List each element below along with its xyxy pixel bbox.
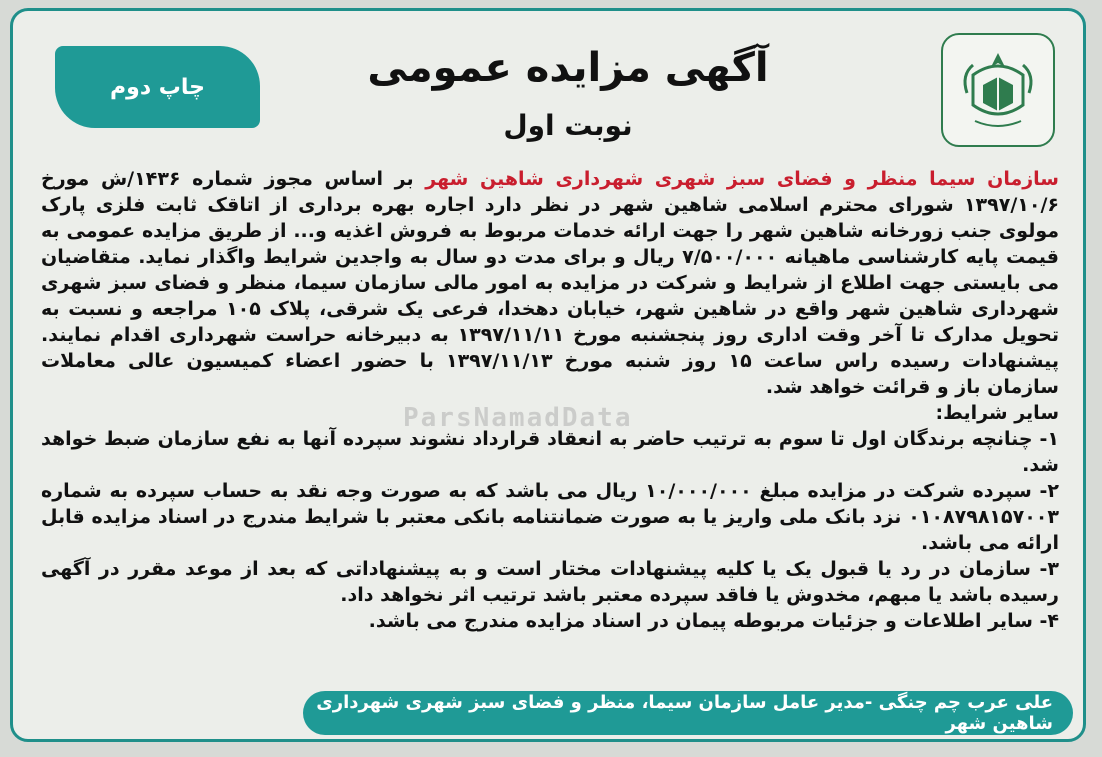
notice-body	[41, 166, 1059, 634]
condition-item: ۲- سپرده شرکت در مزایده مبلغ ۱۰/۰۰۰/۰۰۰ ریال می باشد که به صورت وجه نقد به حساب سپرده به شماره ۰۱۰۸۷۹۸۱۵۷۰۰۳ نزد بانک ملی واریز یا به صورت ضمانتنامه بانکی معتبر با شرایط مندرج در اسناد مزایده قابل ارائه می باشد.	[41, 480, 1059, 554]
paragraph-text: بر اساس مجوز شماره ۱۴۳۶/ش مورخ ۱۳۹۷/۱۰/۶ شورای محترم اسلامی شاهین شهر در نظر دارد اجاره بهره برداری از اتاقک ثابت فلزی پارک مولوی جنب زورخانه شاهین شهر را جهت ارائه خدمات مربوط به فروش اغذیه و... از طریق مزایده عمومی به قیمت پایه کارشناسی ماهیانه ۷/۵۰۰/۰۰۰ ریال و برای مدت دو سال به واجدین شرایط واگذار نماید. متقاضیان می بایستی جهت اطلاع از شرایط و شرکت در مزایده به امور مالی سازمان سیما، منظر و فضای سبز شهری شهرداری شاهین شهر واقع در شاهین شهر، خیابان دهخدا، فرعی یک شرقی، پلاک ۱۰۵ مراجعه و نسبت به تحویل مدارک تا آخر وقت اداری روز پنجشنبه مورخ ۱۳۹۷/۱۱/۱۱ به دبیرخانه حراست شهرداری اقدام نمایند. پیشنهادات رسیده راس ساعت ۱۵ روز شنبه مورخ ۱۳۹۷/۱۱/۱۳ با حضور اعضاء کمیسیون عالی معاملات سازمان باز و قرائت خواهد شد.	[41, 168, 1060, 398]
notice-title: آگهی مزایده عمومی	[367, 45, 769, 91]
notice-subtitle: نوبت اول	[503, 109, 633, 142]
condition-item: ۴- سایر اطلاعات و جزئیات مربوطه پیمان در اسناد مزایده مندرج می باشد.	[368, 610, 1059, 632]
condition-item: ۱- چنانچه برندگان اول تا سوم به ترتیب حاضر به انعقاد قرارداد نشوند سپرده آنها به نفع سازمان ضبط خواهد شد.	[41, 428, 1059, 476]
print-badge: چاپ دوم	[55, 46, 260, 128]
notice-frame	[10, 8, 1086, 742]
conditions-heading: سایر شرایط:	[935, 402, 1059, 424]
organization-name: سازمان سیما منظر و فضای سبز شهری شهرداری شاهین شهر	[425, 168, 1059, 190]
signature-footer: علی عرب چم چنگی -مدیر عامل سازمان سیما، منظر و فضای سبز شهری شهرداری شاهین شهر	[303, 691, 1073, 735]
main-paragraph	[41, 166, 1059, 400]
watermark: ParsNamadData	[403, 403, 633, 433]
condition-item: ۳- سازمان در رد یا قبول یک یا کلیه پیشنهادات مختار است و به پیشنهاداتی که بعد از موعد مقرر در آگهی رسیده باشد یا مبهم، مخدوش یا فاقد سپرده معتبر باشد ترتیب اثر نخواهد داد.	[41, 558, 1059, 606]
municipality-emblem-icon	[941, 33, 1055, 147]
